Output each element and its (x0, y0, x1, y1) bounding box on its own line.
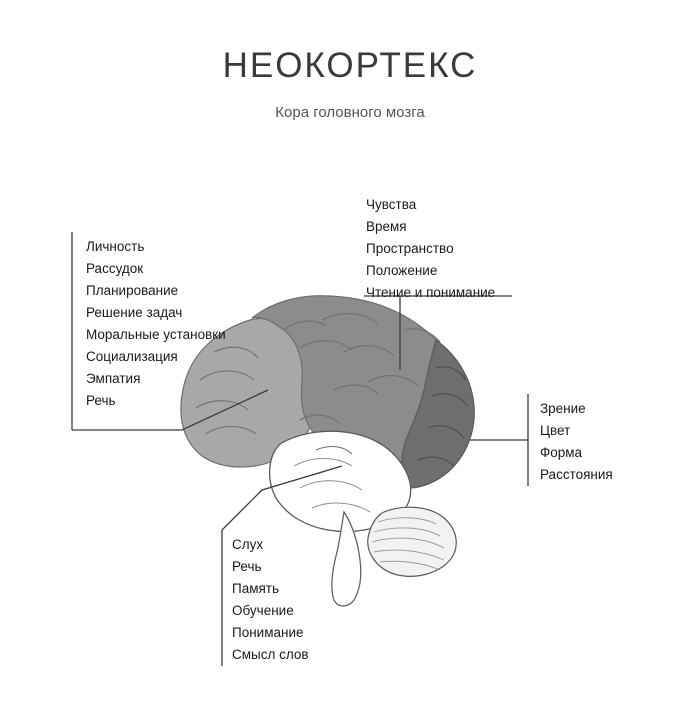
list-item: Рассудок (86, 261, 144, 276)
list-item: Чувства (366, 197, 417, 212)
temporal-lobe-functions (232, 534, 309, 666)
list-item: Пространство (366, 241, 454, 256)
page-subtitle: Кора головного мозга (275, 104, 425, 121)
list-item: Социализация (86, 349, 178, 364)
list-item: Память (232, 581, 280, 596)
list-item: Время (366, 219, 407, 234)
frontal-lobe-functions (86, 236, 226, 412)
page-title: НЕОКОРТЕКС (222, 46, 478, 85)
list-item: Форма (540, 445, 583, 460)
list-item: Слух (232, 537, 264, 552)
list-item: Чтение и понимание (366, 285, 496, 300)
list-item: Цвет (540, 423, 571, 438)
list-item: Положение (366, 263, 438, 278)
list-item: Решение задач (86, 305, 183, 320)
list-item: Личность (86, 239, 145, 254)
list-item: Зрение (540, 401, 586, 416)
list-item: Речь (86, 393, 116, 408)
list-item: Речь (232, 559, 262, 574)
parietal-lobe-functions (366, 194, 495, 304)
list-item: Моральные установки (86, 327, 226, 342)
list-item: Расстояния (540, 467, 613, 482)
list-item: Эмпатия (86, 371, 141, 386)
list-item: Смысл слов (232, 647, 309, 662)
list-item: Понимание (232, 625, 304, 640)
occipital-lobe-functions (540, 398, 613, 486)
list-item: Планирование (86, 283, 179, 298)
list-item: Обучение (232, 603, 294, 618)
